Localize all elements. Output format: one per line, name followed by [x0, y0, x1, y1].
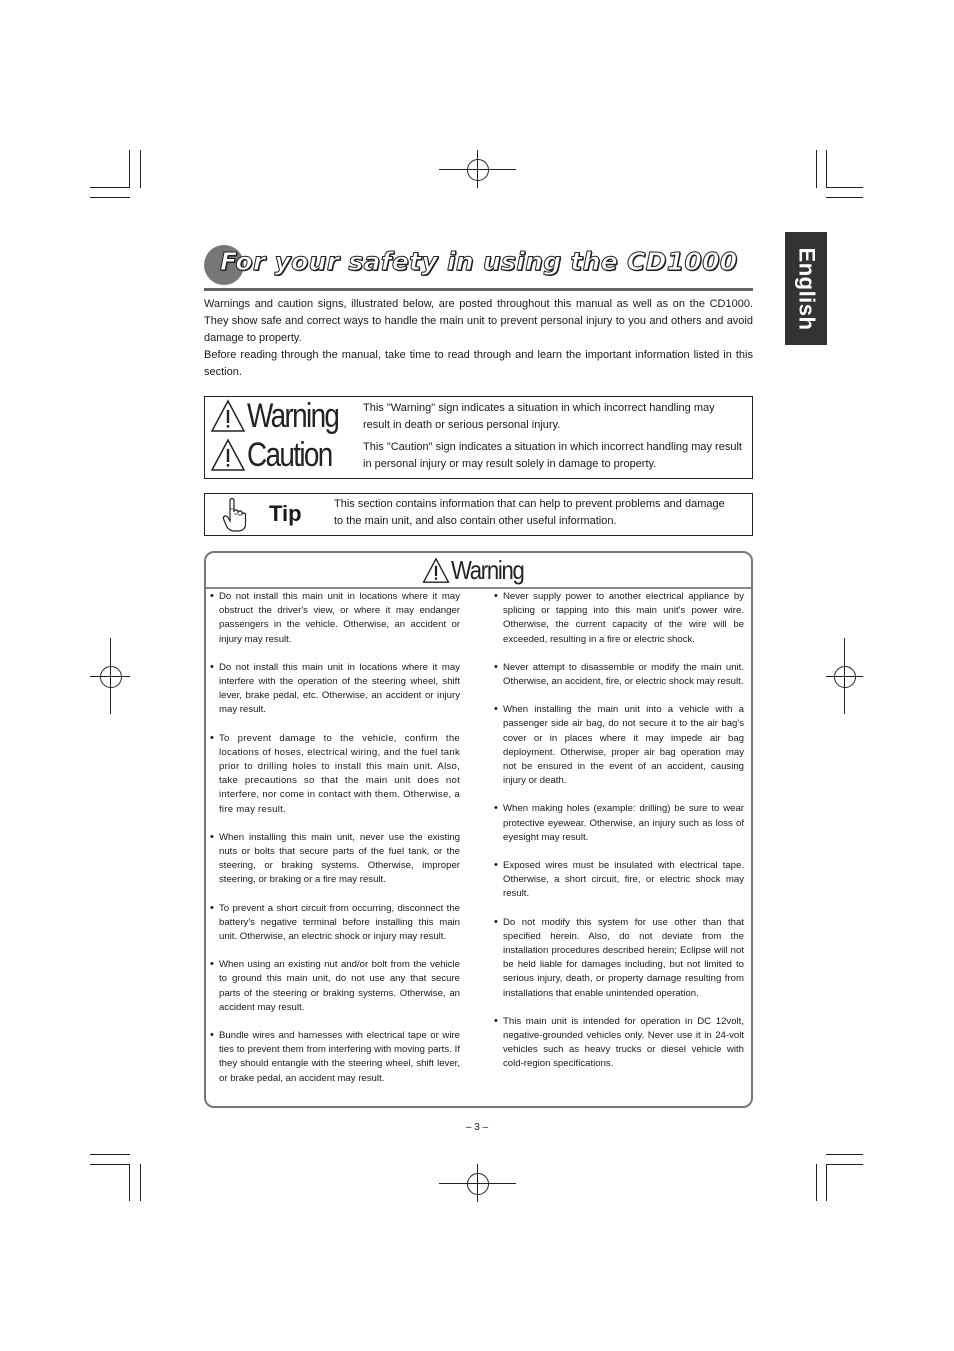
warning-item: • Bundle wires and harnesses with electrical tape or wire ties to prevent them from interfering with moving parts. If they should entangle with the steering wheel, shift lever, or brake pedal, an accident may result. — [210, 1029, 460, 1086]
warning-item: • Do not modify this system for use other than that specified herein. Also, do not deviate from the installation procedures described herein; Eclipse will not be held liable for damages including, but not limited to serious injury, death, or property damage resulting from installations that enable unintended operation. — [494, 916, 744, 1001]
signs-legend-box — [204, 396, 753, 479]
language-tab — [785, 232, 827, 345]
warning-item: • When installing this main unit, never use the existing nuts or bolts that secure parts of the fuel tank, or the steering, or braking systems. Otherwise, improper steering, or braking or a fire may result. — [210, 831, 460, 888]
intro-paragraph: Warnings and caution signs, illustrated below, are posted throughout this manual as well as on the CD1000. They show safe and correct ways to handle the main unit to prevent personal injury to you and others and avoid damage to property. — [204, 298, 753, 344]
warning-item: • This main unit is intended for operation in DC 12volt, negative-grounded vehicles only. Never use it in 24-volt vehicles such as heavy trucks or diesel vehicle with cold-region specifications. — [494, 1015, 744, 1072]
tip-description: This section contains information that can help to prevent problems and damage to the main unit, and also contain other useful information. — [334, 498, 725, 527]
warning-item: • When making holes (example: drilling) be sure to wear protective eyewear. Otherwise, an injury such as loss of eyesight may result. — [494, 802, 744, 845]
warning-item: • When installing the main unit into a vehicle with a passenger side air bag, do not secure it to the air bag's cover or in places where it may impede air bag deployment. Otherwise, proper air bag operation may not be ensured in the event of an accident, causing injury or death. — [494, 703, 744, 788]
warning-header-rule — [206, 587, 751, 589]
caution-sign-word: Caution — [247, 436, 332, 474]
tip-label: Tip — [269, 501, 302, 526]
warning-section-header — [206, 553, 751, 587]
tip-box — [204, 493, 753, 536]
warning-section-box — [204, 551, 753, 1108]
warning-column-left — [210, 590, 460, 1086]
warning-item: • Exposed wires must be insulated with electrical tape. Otherwise, a short circuit, fire, or electric shock may result. — [494, 859, 744, 902]
pointing-hand-icon — [221, 497, 247, 533]
warning-item: • Do not install this main unit in locations where it may interfere with the operation of the steering wheel, shift lever, brake pedal, etc. Otherwise, an accident or injury may result. — [210, 661, 460, 718]
warning-item: • To prevent damage to the vehicle, confirm the locations of hoses, electrical wiring, and the fuel tank prior to drilling holes to install this main unit. Also, take precautions so that the main unit does not interfere, nor come in contact with them. Otherwise, a fire may result. — [210, 732, 460, 817]
warning-item: • When using an existing nut and/or bolt from the vehicle to ground this main unit, do not use any that secure parts of the steering or braking systems. Otherwise, an accident may result. — [210, 958, 460, 1015]
page-title: For your safety in using the CD1000 — [220, 247, 738, 276]
warning-section-heading: Warning — [451, 555, 524, 585]
language-tab-label: English — [794, 247, 820, 330]
title-rule — [204, 288, 753, 291]
warning-triangle-icon — [210, 438, 246, 472]
warning-sign-label — [210, 397, 358, 435]
warning-sign-word: Warning — [247, 397, 339, 435]
warning-sign-row — [205, 397, 752, 435]
caution-sign-description: This "Caution" sign indicates a situation in which incorrect handling may result in personal injury or may result solely in damage to property. — [363, 441, 742, 470]
warning-sign-description: This "Warning" sign indicates a situation in which incorrect handling may result in death or serious personal injury. — [363, 402, 715, 431]
warning-item: • Do not install this main unit in locations where it may obstruct the driver's view, or where it may endanger passengers in the vehicle. Otherwise, an accident or injury may result. — [210, 590, 460, 647]
warning-column-right — [494, 590, 744, 1072]
page-number: – 3 – — [465, 1122, 489, 1133]
warning-item: • Never supply power to another electrical appliance by splicing or tapping into this main unit's power wire. Otherwise, the current capacity of the wire will be exceeded, resulting in a fire or electric shock. — [494, 590, 744, 647]
warning-triangle-icon — [210, 399, 246, 433]
caution-sign-label — [210, 436, 350, 474]
title-block — [204, 243, 753, 291]
intro-text — [204, 296, 753, 381]
warning-item: • Never attempt to disassemble or modify the main unit. Otherwise, an accident, fire, or electric shock may result. — [494, 661, 744, 689]
intro-paragraph: Before reading through the manual, take time to read through and learn the important information listed in this section. — [204, 349, 753, 378]
warning-triangle-icon — [422, 557, 450, 584]
caution-sign-row — [205, 436, 752, 474]
warning-item: • To prevent a short circuit from occurring, disconnect the battery's negative terminal before installing this main unit. Otherwise, an electric shock or injury may result. — [210, 902, 460, 945]
